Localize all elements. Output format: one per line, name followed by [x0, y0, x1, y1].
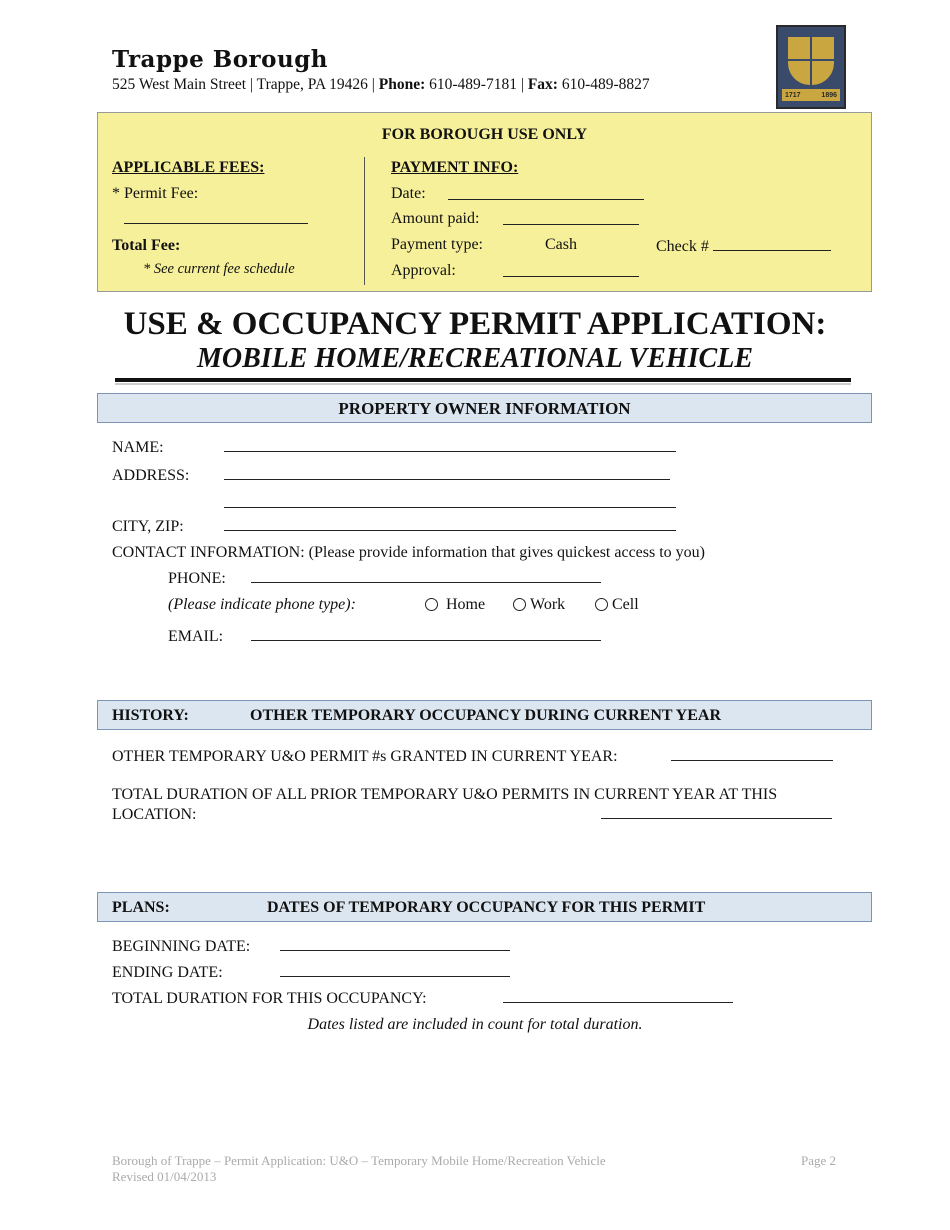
other-permits-label: OTHER TEMPORARY U&O PERMIT #s GRANTED IN CURRENT YEAR: — [112, 748, 618, 765]
page-subtitle: MOBILE HOME/RECREATIONAL VEHICLE — [197, 343, 753, 374]
permit-fee-field[interactable] — [124, 209, 308, 229]
owner-city-zip-field[interactable] — [224, 516, 676, 536]
fax-label: Fax: — [527, 76, 558, 93]
permit-fee-label: * Permit Fee: — [112, 185, 199, 202]
total-duration-label-line2: LOCATION: — [112, 806, 197, 823]
phone-label: Phone: — [378, 76, 426, 93]
owner-address-label: ADDRESS: — [112, 467, 190, 484]
history-band-label: HISTORY: — [112, 707, 189, 724]
seal-year-left: 1717 — [785, 91, 801, 99]
owner-city-zip-label: CITY, ZIP: — [112, 518, 184, 535]
phone-type-cell[interactable] — [595, 596, 639, 614]
phone-type-work[interactable] — [513, 596, 565, 614]
beginning-date-field[interactable] — [280, 936, 510, 956]
total-fee-label: Total Fee: — [112, 237, 181, 254]
occupancy-duration-field[interactable] — [503, 988, 733, 1008]
fax-number: 610-489-8827 — [561, 76, 650, 93]
email-label: EMAIL: — [168, 628, 224, 645]
payment-heading: PAYMENT INFO: — [391, 159, 519, 176]
work-label: Work — [530, 596, 566, 613]
owner-section-band — [97, 393, 872, 423]
email-field[interactable] — [251, 626, 601, 646]
total-duration-label-line1: TOTAL DURATION OF ALL PRIOR TEMPORARY U&O PERMITS IN CURRENT YEAR AT THIS — [112, 786, 778, 803]
occupancy-duration-label: TOTAL DURATION FOR THIS OCCUPANCY: — [112, 990, 427, 1007]
amount-paid-label: Amount paid: — [391, 210, 480, 227]
plans-band-title: DATES OF TEMPORARY OCCUPANCY FOR THIS PERMIT — [267, 899, 706, 916]
ending-date-label: ENDING DATE: — [112, 964, 223, 981]
plans-band-label: PLANS: — [112, 899, 170, 916]
page-title: USE & OCCUPANCY PERMIT APPLICATION: — [123, 306, 827, 342]
amount-paid-field[interactable] — [503, 210, 639, 230]
contact-info-label: CONTACT INFORMATION: (Please provide information that gives quickest access to you) — [112, 544, 705, 561]
plans-section-band — [97, 892, 872, 922]
beginning-date-label: BEGINNING DATE: — [112, 938, 251, 955]
seal-year-right: 1896 — [821, 91, 837, 99]
footer-line2: Revised 01/04/2013 — [112, 1169, 217, 1184]
borough-use-title: FOR BOROUGH USE ONLY — [381, 126, 588, 143]
borough-seal-icon — [776, 25, 846, 109]
owner-name-field[interactable] — [224, 437, 676, 457]
radio-home-icon[interactable] — [425, 598, 438, 611]
fees-heading: APPLICABLE FEES: — [112, 159, 265, 176]
title-rule-shadow — [115, 383, 851, 385]
borough-title: Trappe Borough — [112, 46, 329, 73]
radio-work-icon[interactable] — [513, 598, 526, 611]
address-text: 525 West Main Street | Trappe, PA 19426 | — [112, 76, 375, 93]
phone-field[interactable] — [251, 568, 601, 588]
borough-use-box — [97, 112, 872, 292]
phone-type-home[interactable] — [425, 596, 485, 614]
approval-field[interactable] — [503, 262, 639, 282]
other-permits-field[interactable] — [671, 746, 833, 766]
phone-number: 610-489-7181 | — [429, 76, 524, 93]
cell-label: Cell — [612, 596, 639, 613]
payment-check-option[interactable] — [656, 236, 831, 256]
fee-divider — [364, 157, 365, 285]
history-band-title: OTHER TEMPORARY OCCUPANCY DURING CURRENT YEAR — [250, 707, 722, 724]
fee-schedule-note: * See current fee schedule — [143, 261, 295, 277]
phone-type-label: (Please indicate phone type): — [168, 596, 356, 613]
payment-date-field[interactable] — [448, 185, 644, 205]
seal-shield — [788, 37, 834, 85]
payment-type-label: Payment type: — [391, 236, 483, 253]
check-label: Check # — [656, 238, 709, 255]
payment-date-label: Date: — [391, 185, 426, 202]
approval-label: Approval: — [391, 262, 456, 279]
footer-line1: Borough of Trappe – Permit Application: U&O – Temporary Mobile Home/Recreation Vehicle — [112, 1153, 606, 1168]
borough-address — [112, 76, 650, 94]
seal-banner — [782, 89, 840, 101]
title-rule — [115, 378, 851, 382]
payment-cash-option[interactable]: Cash — [545, 236, 577, 253]
radio-cell-icon[interactable] — [595, 598, 608, 611]
dates-note: Dates listed are included in count for total duration. — [307, 1016, 643, 1033]
owner-address-field-1[interactable] — [224, 465, 670, 485]
page-number: Page 2 — [801, 1153, 837, 1168]
total-duration-field[interactable] — [601, 804, 832, 824]
owner-name-label: NAME: — [112, 439, 164, 456]
owner-section-title: PROPERTY OWNER INFORMATION — [338, 399, 631, 418]
ending-date-field[interactable] — [280, 962, 510, 982]
history-section-band — [97, 700, 872, 730]
phone-label: PHONE: — [168, 570, 226, 587]
owner-address-field-2[interactable] — [224, 493, 676, 513]
home-label: Home — [446, 596, 486, 613]
